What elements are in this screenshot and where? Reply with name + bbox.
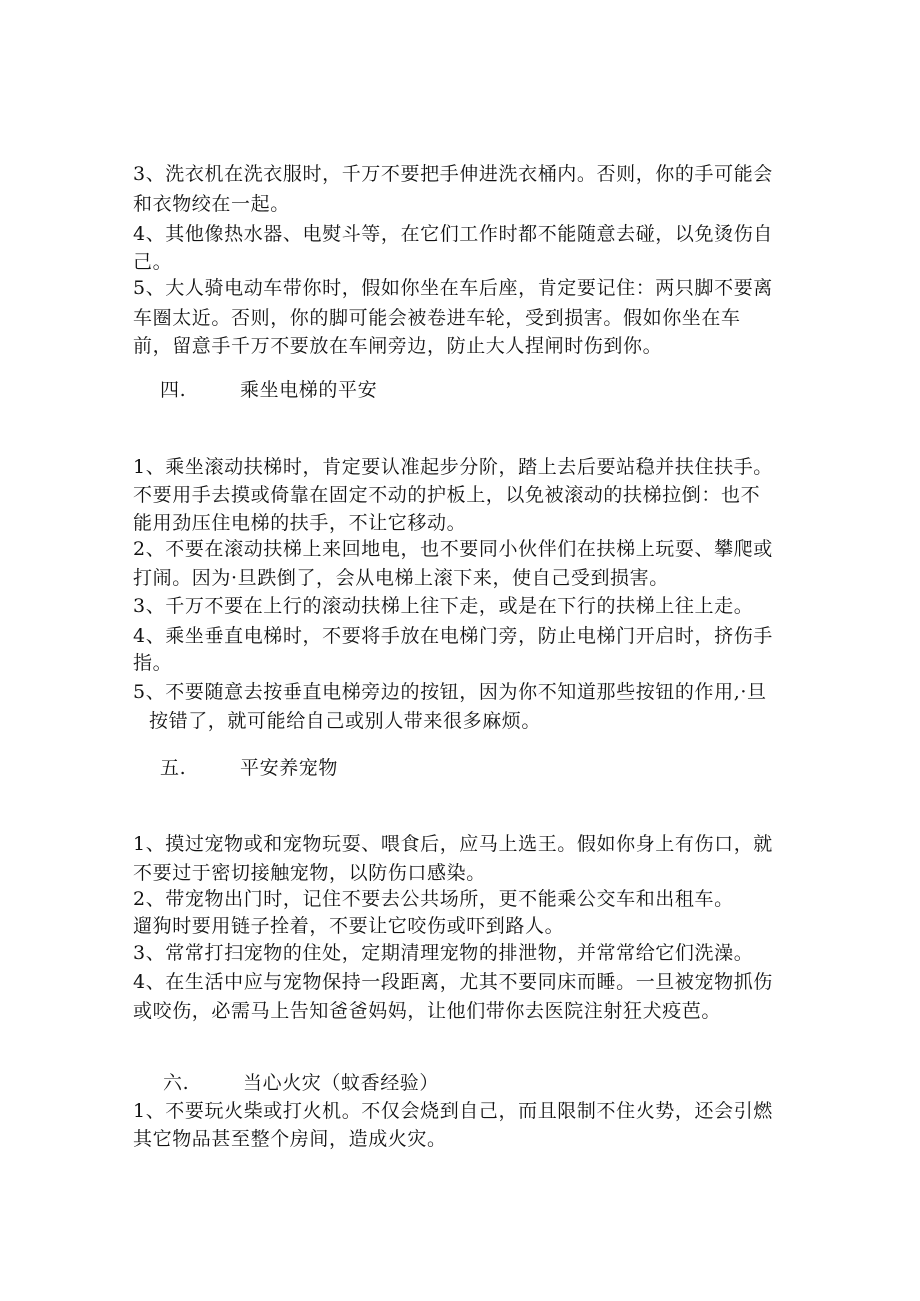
s4-line-5: 打闹。因为·旦跌倒了，会从电梯上滚下来，使自己受到损害。	[133, 567, 669, 589]
s4-line-10: 按错了，就可能给自己或别人带来很多麻烦。	[149, 710, 542, 732]
s4-line-6: 3、千万不要在上行的滚动扶梯上往下走，或是在下行的扶梯上往上走。	[133, 595, 754, 617]
section-4-title: 乘坐电梯的平安	[240, 379, 378, 401]
s5-line-2: 不要过于密切接触宠物，以防伤口感染。	[133, 862, 486, 884]
section-5-number: 五.	[160, 757, 187, 779]
s4-line-2: 不要用手去摸或倚靠在固定不动的护板上，以免被滚动的扶梯拉倒：也不	[133, 484, 761, 506]
section-6-title: 当心火灾（蚊香经验）	[243, 1072, 440, 1094]
s3-line-7: 前，留意手千万不要放在车闸旁边，防止大人捏闸时伤到你。	[133, 335, 663, 357]
s5-line-3: 2、带宠物出门时，记住不要去公共场所，更不能乘公交车和出租车。	[133, 888, 734, 910]
section-4-number: 四.	[160, 379, 187, 401]
s5-line-4: 遛狗时要用链子拴着，不要让它咬伤或吓到路人。	[133, 915, 565, 937]
s3-line-3: 4、其他像热水器、电熨斗等，在它们工作时都不能随意去碰，以免烫伤自	[133, 223, 773, 245]
s3-line-2: 和衣物绞在一起。	[133, 193, 290, 215]
s4-line-4: 2、不要在滚动扶梯上来回地电，也不要同小伙伴们在扶梯上玩耍、攀爬或	[133, 538, 773, 560]
s5-line-5: 3、常常打扫宠物的住处，定期清理宠物的排泄物，并常常给它们洗澡。	[133, 942, 754, 964]
s3-line-1: 3、洗衣机在洗衣服时，千万不要把手伸进洗衣桶内。否则，你的手可能会	[133, 163, 773, 185]
s3-line-4: 己。	[133, 251, 173, 273]
s4-line-3: 能用劲压住电梯的扶手，不让它移动。	[133, 512, 467, 534]
s4-line-8: 指。	[133, 652, 173, 674]
s6-line-1: 1、不要玩火柴或打火机。不仅会烧到自己，而且限制不住火势，还会引燃	[133, 1100, 773, 1122]
section-6-number: 六.	[163, 1072, 190, 1094]
s5-line-6: 4、在生活中应与宠物保持一段距离，尤其不要同床而睡。一旦被宠物抓伤	[133, 971, 773, 993]
s5-line-1: 1、摸过宠物或和宠物玩耍、喂食后，应马上选王。假如你身上有伤口，就	[133, 833, 773, 855]
section-5-title: 平安养宠物	[240, 757, 339, 779]
s3-line-6: 车圈太近。否则，你的脚可能会被卷进车轮，受到损害。假如你坐在车	[133, 307, 741, 329]
s4-line-1: 1、乘坐滚动扶梯时，肯定要认准起步分阶，踏上去后要站稳并扶住扶手。	[133, 456, 773, 478]
s6-line-2: 其它物品甚至整个房间，造成火灾。	[133, 1128, 447, 1150]
s4-line-9: 5、不要随意去按垂直电梯旁边的按钮，因为你不知道那些按钮的作用,·旦	[133, 681, 767, 703]
s3-line-5: 5、大人骑电动车带你时，假如你坐在车后座，肯定要记住：两只脚不要离	[133, 277, 773, 299]
s5-line-7: 或咬伤，必需马上告知爸爸妈妈，让他们带你去医院注射狂犬疫芭。	[133, 1000, 722, 1022]
s4-line-7: 4、乘坐垂直电梯时，不要将手放在电梯门旁，防止电梯门开启时，挤伤手	[133, 625, 773, 647]
